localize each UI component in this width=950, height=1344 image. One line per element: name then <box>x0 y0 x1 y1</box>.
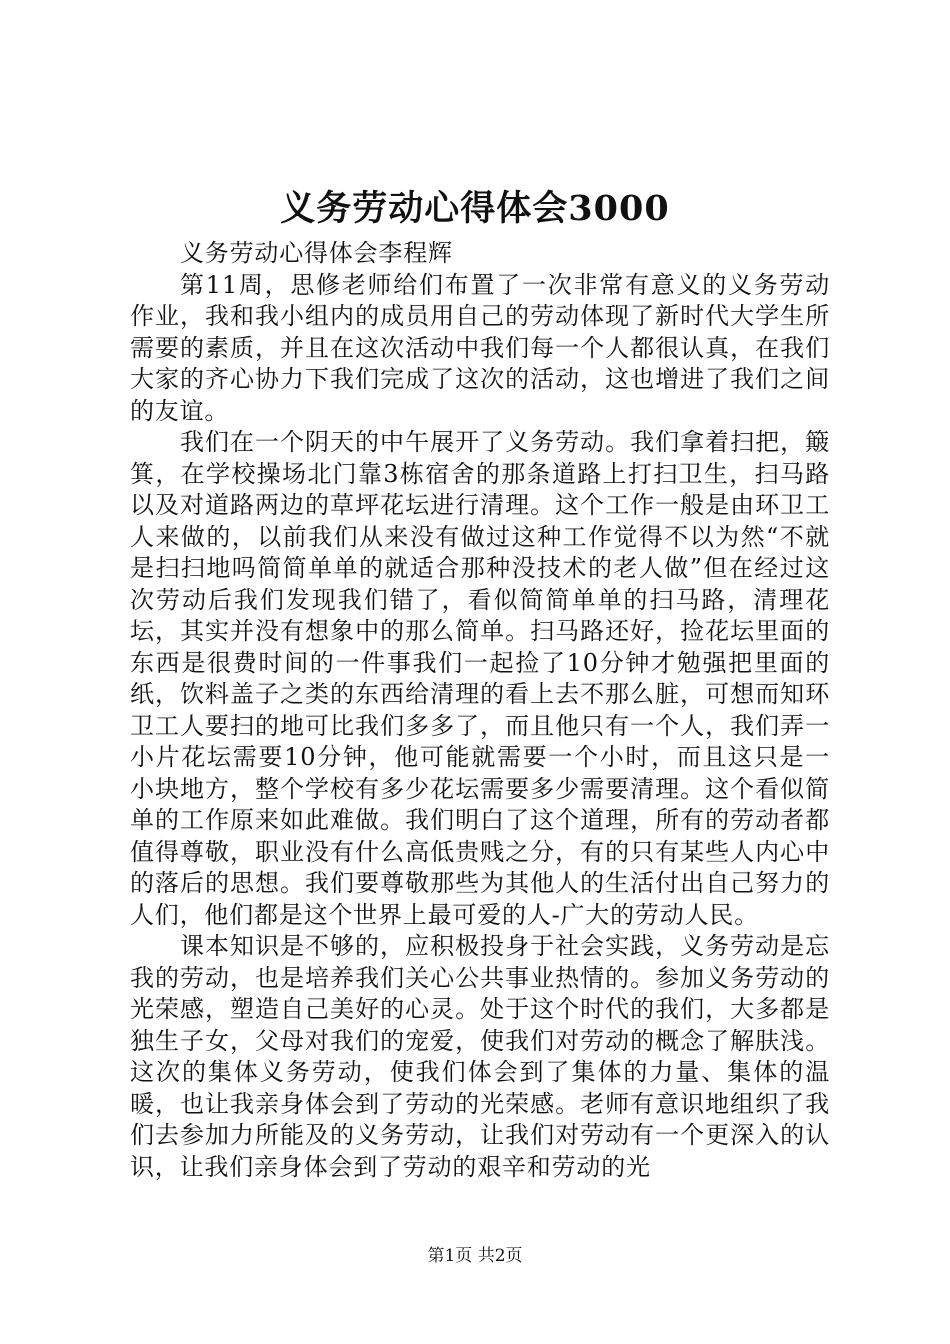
paragraph-2: 我们在一个阴天的中午展开了义务劳动。我们拿着扫把，簸箕，在学校操场北门靠3栋宿舍的那条道路上打扫卫生，扫马路以及对道路两边的草坪花坛进行清理。这个工作一般是由环卫工人来做的，以前我们从来没有做过这种工作觉得不以为然“不就是扫扫地吗简简单单的就适合那种没技术的老人做”但在经过这次劳动后我们发现我们错了，看似简简单单的扫马路，清理花坛，其实并没有想象中的那么简单。扫马路还好，捡花坛里面的东西是很费时间的一件事我们一起捡了10分钟才勉强把里面的纸，饮料盖子之类的东西给清理的看上去不那么脏，可想而知环卫工人要扫的地可比我们多多了，而且他只有一个人，我们弄一小片花坛需要10分钟，他可能就需要一个小时，而且这只是一小块地方，整个学校有多少花坛需要多少需要清理。这个看似简单的工作原来如此难做。我们明白了这个道理，所有的劳动者都值得尊敬，职业没有什么高低贵贱之分，有的只有某些人内心中的落后的思想。我们要尊敬那些为其他人的生活付出自己努力的人们，他们都是这个世界上最可爱的人-广大的劳动人民。 <box>130 428 830 929</box>
author-line: 义务劳动心得体会李程辉 <box>180 239 453 267</box>
document-title: 义务劳动心得体会3000 <box>280 188 670 229</box>
page-footer: 第1页 共2页 <box>427 1246 523 1266</box>
document-body <box>130 238 830 1183</box>
paragraph-1: 第11周，思修老师给们布置了一次非常有意义的义务劳动作业，我和我小组内的成员用自己的劳动体现了新时代大学生所需要的素质，并且在这次活动中我们每一个人都很认真，在我们大家的齐心协力下我们完成了这次的活动，这也增进了我们之间的友谊。 <box>130 270 830 425</box>
paragraph-3: 课本知识是不够的，应积极投身于社会实践，义务劳动是忘我的劳动，也是培养我们关心公共事业热情的。参加义务劳动的光荣感，塑造自己美好的心灵。处于这个时代的我们，大多都是独生子女，父母对我们的宠爱，使我们对劳动的概念了解肤浅。这次的集体义务劳动，使我们体会到了集体的力量、集体的温暖，也让我亲身体会到了劳动的光荣感。老师有意识地组织了我们去参加力所能及的义务劳动，让我们对劳动有一个更深入的认识，让我们亲身体会到了劳动的艰辛和劳动的光 <box>130 932 830 1181</box>
